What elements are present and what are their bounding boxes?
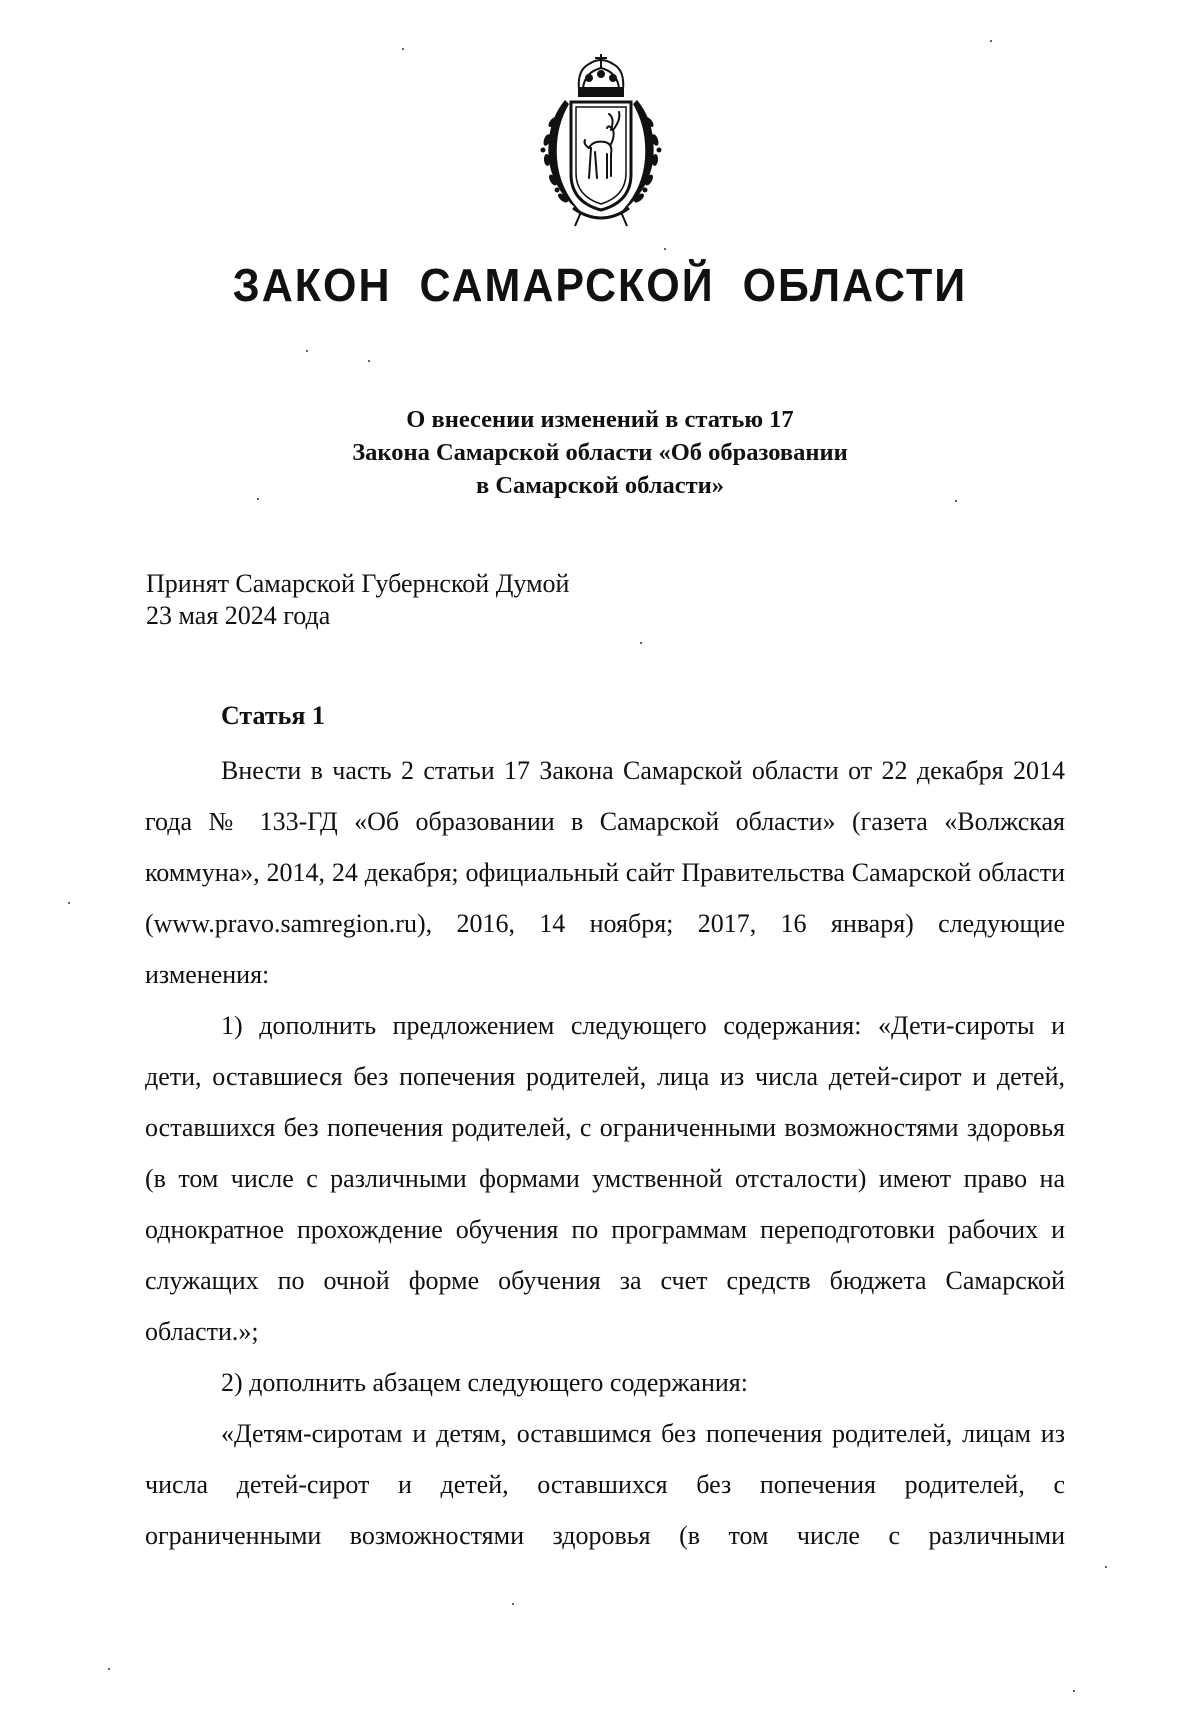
scan-speck: [640, 642, 642, 644]
subtitle-line-2: Закона Самарской области «Об образовании: [352, 439, 848, 466]
scan-speck: [368, 360, 370, 362]
paragraph-amendment-2: 2) дополнить абзацем следующего содержания:: [221, 1368, 748, 1397]
adoption-note: [146, 568, 569, 632]
paragraph-amendment-1: 1) дополнить предложением следующего содержания: «Дети-сироты и дети, оставшиеся без попечения родителей, лица из числа детей-сирот и детей, оставшихся без попечения родителей, с ограниченными возможностями здоровья (в том числе с различными формами умственной отсталости) имеют право на однократное прохождение обучения по программам переподготовки рабочих и служащих по очной форме обучения за счет средств бюджета Самарской области.»;: [145, 1011, 1065, 1346]
subtitle-line-3: в Самарской области»: [475, 472, 724, 499]
scan-speck: [664, 248, 666, 250]
scan-speck: [990, 40, 992, 42]
scan-speck: [68, 902, 70, 904]
subtitle-line-1: О внесении изменений в статью 17: [406, 406, 794, 433]
paragraph-intro: Внести в часть 2 статьи 17 Закона Самарской области от 22 декабря 2014 года № 133-ГД «Об образовании в Самарской области» (газета «Волжская коммуна», 2014, 24 декабря; официальный сайт Правительства Самарской области (www.pravo.samregion.ru), 2016, 14 ноября; 2017, 16 января) следующие изменения:: [145, 756, 1065, 989]
coat-of-arms-icon: [527, 44, 675, 234]
scan-speck: [306, 350, 308, 352]
samara-coat-of-arms: [527, 44, 675, 234]
scan-speck: [1073, 1690, 1075, 1692]
scan-speck: [1105, 1566, 1107, 1568]
article-title: Статья 1: [221, 701, 325, 730]
document-heading: ЗАКОН САМАРСКОЙ ОБЛАСТИ: [232, 260, 968, 312]
scan-speck: [257, 498, 259, 500]
scan-speck: [955, 500, 957, 502]
paragraph-quote: «Детям-сиротам и детям, оставшимся без попечения родителей, лицам из числа детей-сирот и детей, оставшихся без попечения родителей, с ограниченными возможностями здоровья (в том числе с различными: [145, 1419, 1065, 1550]
adoption-line-1: Принят Самарской Губернской Думой: [146, 569, 570, 598]
scan-speck: [512, 1603, 514, 1605]
adoption-date: 23 мая 2024 года: [146, 601, 331, 630]
scan-speck: [108, 1668, 110, 1670]
article-body: [145, 745, 1065, 1561]
document-subtitle: [0, 403, 1200, 502]
scan-speck: [402, 48, 404, 50]
